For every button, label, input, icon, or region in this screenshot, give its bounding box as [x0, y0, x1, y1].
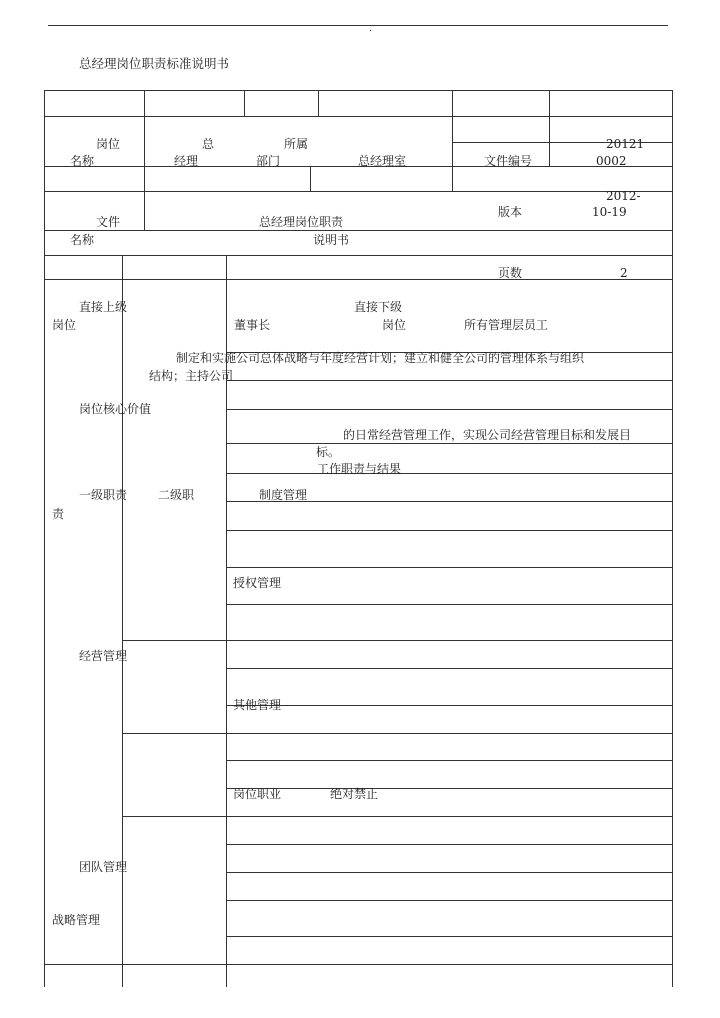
position-label-2: 名称 — [70, 154, 95, 168]
other-management-item: 其他管理 — [233, 698, 282, 712]
core-value-text-line-3: 的日常经营管理工作，实现公司经营管理目标和发展目 — [343, 428, 632, 442]
pages-value: 2 — [620, 266, 628, 280]
position-label-1: 岗位 — [96, 137, 121, 151]
document-name-value-1: 总经理岗位职责 — [259, 215, 344, 229]
core-value-label: 岗位核心价值 — [79, 402, 152, 416]
document-name-value-2: 说明书 — [313, 233, 350, 247]
department-value: 总经理室 — [358, 154, 407, 168]
file-number-value-1: 20121 — [606, 137, 645, 151]
department-label-2: 部门 — [256, 154, 281, 168]
pages-label: 页数 — [498, 266, 523, 280]
version-value-2: 10-19 — [592, 205, 627, 219]
document-name-label-1: 文件 — [96, 215, 121, 229]
operations-management-item: 经营管理 — [79, 649, 128, 663]
position-value-2: 经理 — [174, 154, 199, 168]
direct-superior-value: 董事长 — [234, 318, 271, 332]
level-2-duty-label: 二级职 — [158, 488, 195, 502]
direct-subordinate-label-1: 直接下级 — [354, 300, 403, 314]
version-label: 版本 — [498, 205, 523, 219]
direct-superior-label-2: 岗位 — [52, 318, 77, 332]
top-rule — [48, 25, 668, 26]
authorization-management-item: 授权管理 — [233, 576, 282, 590]
duties-section-title: 工作职责与结果 — [317, 462, 402, 476]
job-ethics-item: 岗位职业 — [233, 787, 282, 801]
document-name-label-2: 名称 — [70, 233, 95, 247]
version-value-1: 2012- — [606, 189, 641, 203]
page-title: 总经理岗位职责标准说明书 — [79, 56, 230, 71]
system-management-item: 制度管理 — [259, 488, 308, 502]
header-dot: . — [369, 24, 372, 34]
forbidden-item: 绝对禁止 — [330, 787, 379, 801]
team-management-item: 团队管理 — [79, 860, 128, 874]
direct-subordinate-value: 所有管理层员工 — [464, 318, 549, 332]
department-label-1: 所属 — [284, 137, 309, 151]
strategy-management-item: 战略管理 — [52, 913, 101, 927]
position-value-1: 总 — [202, 137, 215, 151]
file-number-value-2: 0002 — [596, 154, 627, 168]
core-value-text-line-4: 标。 — [316, 445, 341, 459]
level-1-duty-label-2: 责 — [52, 507, 65, 521]
core-value-text-line-2: 结构；主持公司 — [149, 369, 234, 383]
level-1-duty-label-1: 一级职责 — [79, 488, 128, 502]
direct-superior-label-1: 直接上级 — [79, 300, 128, 314]
file-number-label: 文件编号 — [484, 154, 533, 168]
direct-subordinate-label-2: 岗位 — [382, 318, 407, 332]
core-value-text-line-1: 制定和实施公司总体战略与年度经营计划；建立和健全公司的管理体系与组织 — [176, 351, 585, 365]
